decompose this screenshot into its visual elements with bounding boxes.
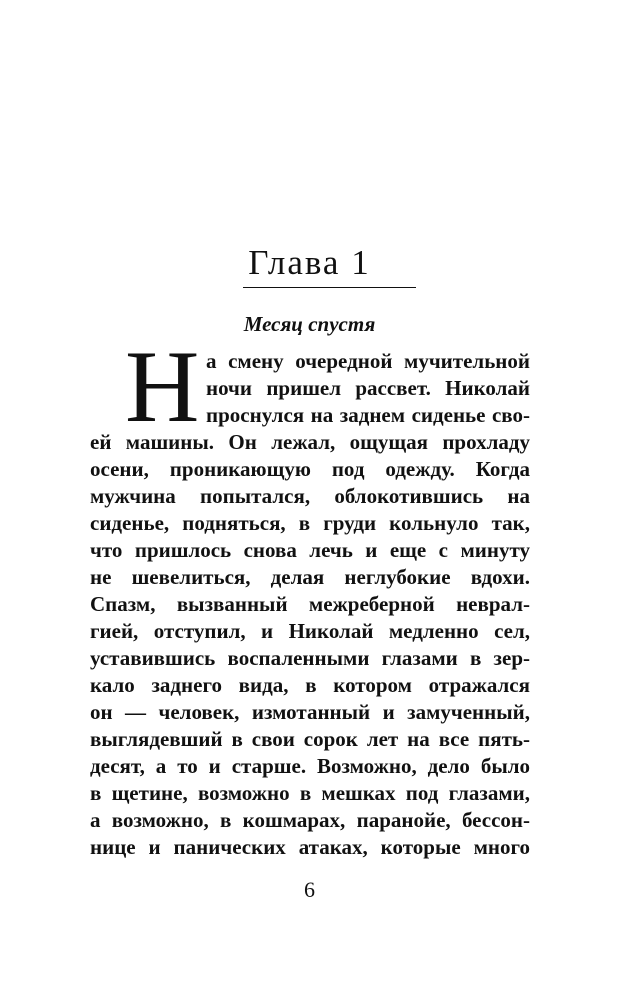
drop-cap-letter: Н bbox=[125, 330, 200, 444]
text-line: Спазм, вызванный межреберной неврал- bbox=[90, 592, 530, 616]
text-line: проснулся на заднем сиденье сво- bbox=[206, 403, 530, 427]
chapter-subtitle: Месяц спустя bbox=[243, 312, 376, 336]
text-line: гией, отступил, и Николай медленно сел, bbox=[90, 619, 530, 643]
text-line: уставившись воспаленными глазами в зер- bbox=[90, 646, 530, 670]
text-line: в щетине, возможно в мешках под глазами, bbox=[90, 781, 530, 805]
text-line: а смену очередной мучительной bbox=[206, 349, 530, 373]
text-line: а возможно, в кошмарах, паранойе, бессон- bbox=[90, 808, 530, 832]
text-line: мужчина попытался, облокотившись на bbox=[90, 484, 530, 508]
text-line: нице и панических атаках, которые много bbox=[90, 835, 530, 859]
text-line: ей машины. Он лежал, ощущая прохладу bbox=[90, 430, 530, 454]
page-number: 6 bbox=[304, 877, 315, 902]
text-line: что пришлось снова лечь и еще с минуту bbox=[90, 538, 530, 562]
text-line: он — человек, измотанный и замученный, bbox=[90, 700, 530, 724]
text-line: сиденье, подняться, в груди кольнуло так, bbox=[90, 511, 530, 535]
text-line: не шевелиться, делая неглубокие вдохи. bbox=[90, 565, 530, 589]
text-line: осени, проникающую под одежду. Когда bbox=[90, 457, 530, 481]
chapter-title: Глава 1 bbox=[248, 243, 371, 282]
text-line: выглядевший в свои сорок лет на все пять- bbox=[90, 727, 530, 751]
text-line: ночи пришел рассвет. Николай bbox=[206, 376, 530, 400]
text-line: десят, а то и старше. Возможно, дело было bbox=[90, 754, 530, 778]
text-line: кало заднего вида, в котором отражался bbox=[90, 673, 530, 697]
